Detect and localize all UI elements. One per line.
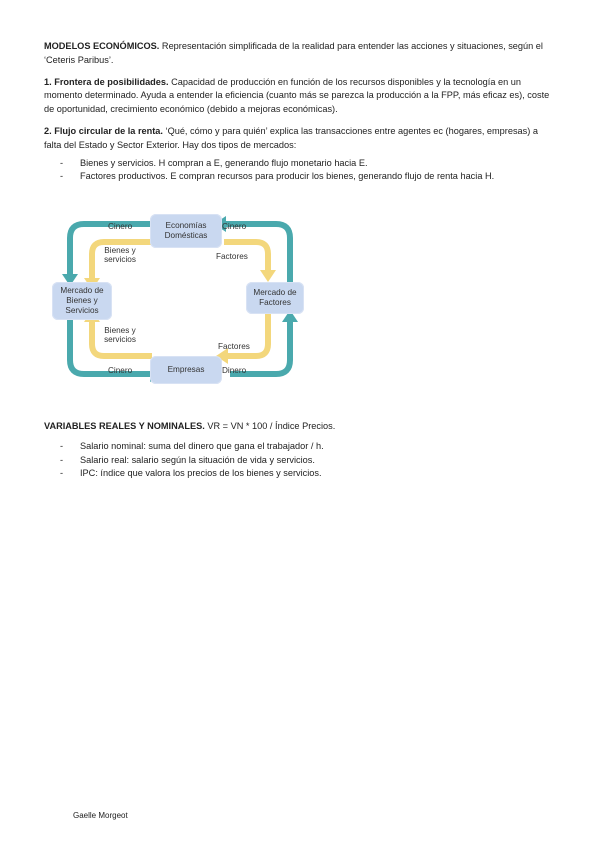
intro-text: Representación simplificada de la realidad para entender las acciones y situaciones, según el ‘Ceteris Paribus’.: [44, 41, 543, 65]
section3-bullet-list: [44, 440, 556, 481]
section2-bullet-list: [44, 157, 556, 185]
label-factors-top: Factores: [216, 252, 248, 261]
section3-paragraph: [44, 420, 556, 434]
section2-paragraph: [44, 125, 556, 153]
label-bottom-left: Cinero: [108, 366, 133, 375]
section2-heading: 2. Flujo circular de la renta.: [44, 125, 163, 136]
node-empresas: Empresas: [150, 356, 222, 384]
label-goods-top: Bienes y servicios: [104, 246, 136, 265]
section1-heading: 1. Frontera de posibilidades.: [44, 76, 169, 87]
node-economias-domesticas: Economías Domésticas: [150, 214, 222, 248]
intro-paragraph: [44, 40, 556, 68]
list-item: - Salario nominal: suma del dinero que gana el trabajador / h.: [60, 440, 324, 451]
node-mercado-factores: Mercado de Factores: [246, 282, 304, 314]
list-item: - IPC: índice que valora los precios de los bienes y servicios.: [60, 468, 322, 479]
label-top-left: Cinero: [108, 222, 133, 231]
label-goods-bottom: Bienes y servicios: [104, 326, 136, 345]
label-factors-bottom: Factores: [218, 342, 250, 351]
section3-text: VR = VN * 100 / Índice Precios.: [204, 421, 336, 431]
section3: [44, 420, 556, 481]
arrow-head: [260, 270, 276, 282]
section3-heading: VARIABLES REALES Y NOMINALES.: [44, 421, 205, 431]
label-top-right: Cinero: [222, 222, 247, 231]
section2-text: ‘Qué, cómo y para quién’ explica las transacciones entre agentes ec (hogares, empresas) a falta del Estado y Sector Exterior. Hay dos tipos de mercados:: [44, 125, 538, 150]
list-item: - Factores productivos. E compran recursos para producir los bienes, generando flujo de renta hacia H.: [60, 171, 495, 182]
footer-author: Gaelle Morgeot: [73, 811, 128, 820]
list-item: - Bienes y servicios. H compran a E, generando flujo monetario hacia E.: [60, 157, 368, 168]
section1-paragraph: [44, 76, 556, 117]
section1-text: Capacidad de producción en función de los recursos disponibles y la tecnología en un momento determinado. Ayuda a entender la eficiencia (cuanto más se parezca la producción a la FPP, más eficaz es), coste de oportunidad, crecimiento económico (debido a mejoras económicas).: [44, 76, 550, 115]
intro-heading: MODELOS ECONÓMICOS.: [44, 41, 160, 51]
document-body: [44, 40, 556, 184]
list-item: - Salario real: salario según la situación de vida y servicios.: [60, 454, 315, 465]
label-bottom-right: Dinero: [222, 366, 247, 375]
node-mercado-bienes: Mercado de Bienes y Servicios: [52, 282, 112, 320]
circular-flow-diagram: [52, 210, 312, 390]
